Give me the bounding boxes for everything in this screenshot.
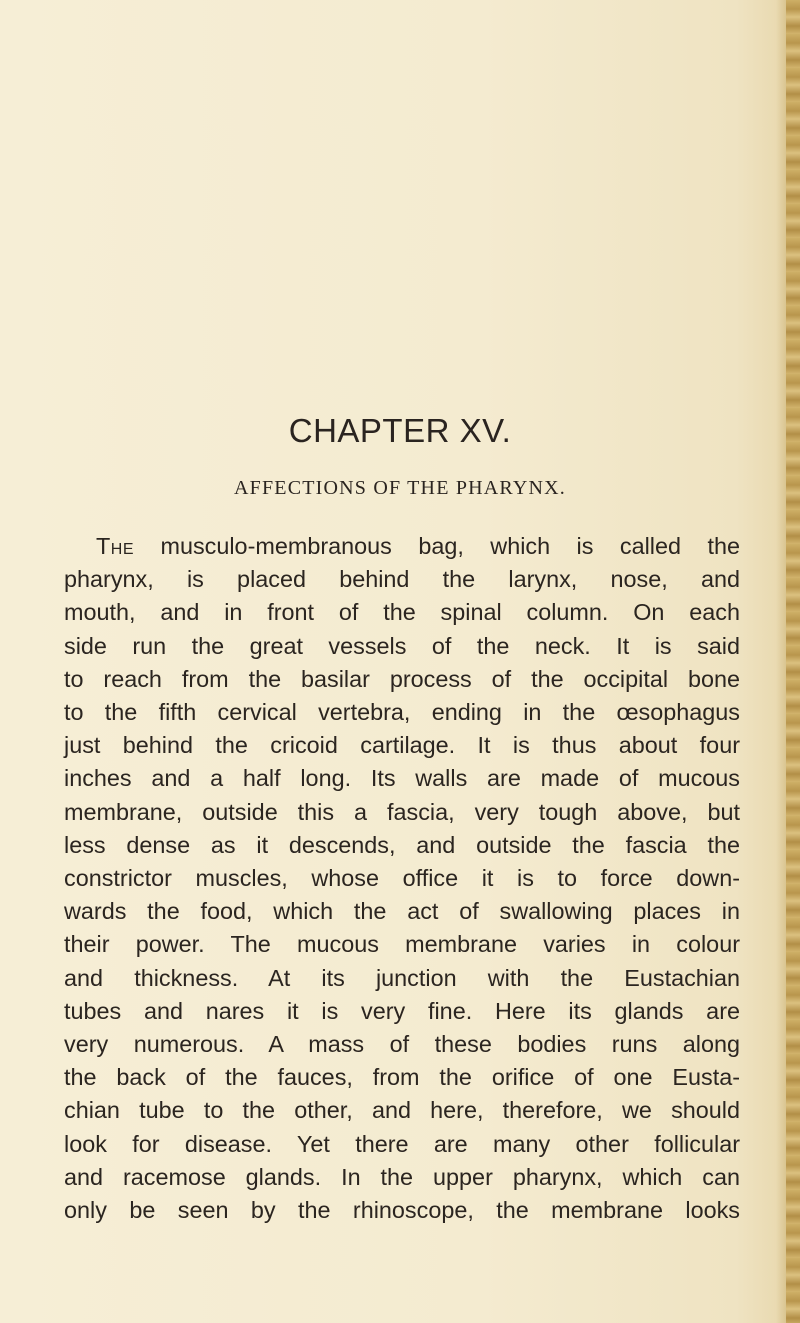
paragraph-line: very numerous. A mass of these bodies runs along [64, 1031, 740, 1058]
paragraph-line: mouth, and in front of the spinal column. On each [64, 599, 740, 626]
paragraph-line: tubes and nares it is very fine. Here its glands are [64, 997, 740, 1024]
paragraph-lead-word: The [96, 533, 135, 559]
paragraph-line: membrane, outside this a fascia, very tough above, but [64, 798, 740, 825]
paragraph-line: look for disease. Yet there are many other follicular [64, 1130, 740, 1157]
paragraph-line-1-text: musculo-membranous bag, which is called the [134, 533, 740, 559]
paragraph-line: and racemose glands. In the upper pharynx, which can [64, 1163, 740, 1190]
paragraph-line: constrictor muscles, whose office it is to force down- [64, 865, 740, 892]
page-edge [786, 0, 800, 1323]
page-edge-shadow [776, 0, 786, 1323]
paragraph-line: and thickness. At its junction with the Eustachian [64, 964, 740, 991]
chapter-heading: CHAPTER XV. [288, 412, 512, 449]
paragraph-line: chian tube to the other, and here, therefore, we should [64, 1097, 740, 1124]
chapter-subtitle: AFFECTIONS OF THE PHARYNX. [234, 477, 566, 499]
paragraph-line: only be seen by the rhinoscope, the membrane looks [64, 1197, 740, 1224]
paragraph-line: the back of the fauces, from the orifice of one Eusta- [64, 1064, 740, 1091]
paragraph-line: to the fifth cervical vertebra, ending in the œsophagus [64, 699, 740, 726]
paragraph-line: pharynx, is placed behind the larynx, nose, and [64, 566, 740, 593]
paragraph-line: just behind the cricoid cartilage. It is thus about four [64, 732, 740, 759]
paragraph-line: side run the great vessels of the neck. It is said [64, 632, 740, 659]
paragraph-line: wards the food, which the act of swallowing places in [64, 898, 740, 925]
paragraph-line: inches and a half long. Its walls are made of mucous [64, 765, 740, 792]
paragraph-line: to reach from the basilar process of the occipital bone [64, 665, 740, 692]
paragraph-line-1 [64, 530, 740, 563]
chapter-paragraph [64, 530, 740, 1227]
paragraph-line: less dense as it descends, and outside the fascia the [64, 831, 740, 858]
paragraph-line: their power. The mucous membrane varies in colour [64, 931, 740, 958]
